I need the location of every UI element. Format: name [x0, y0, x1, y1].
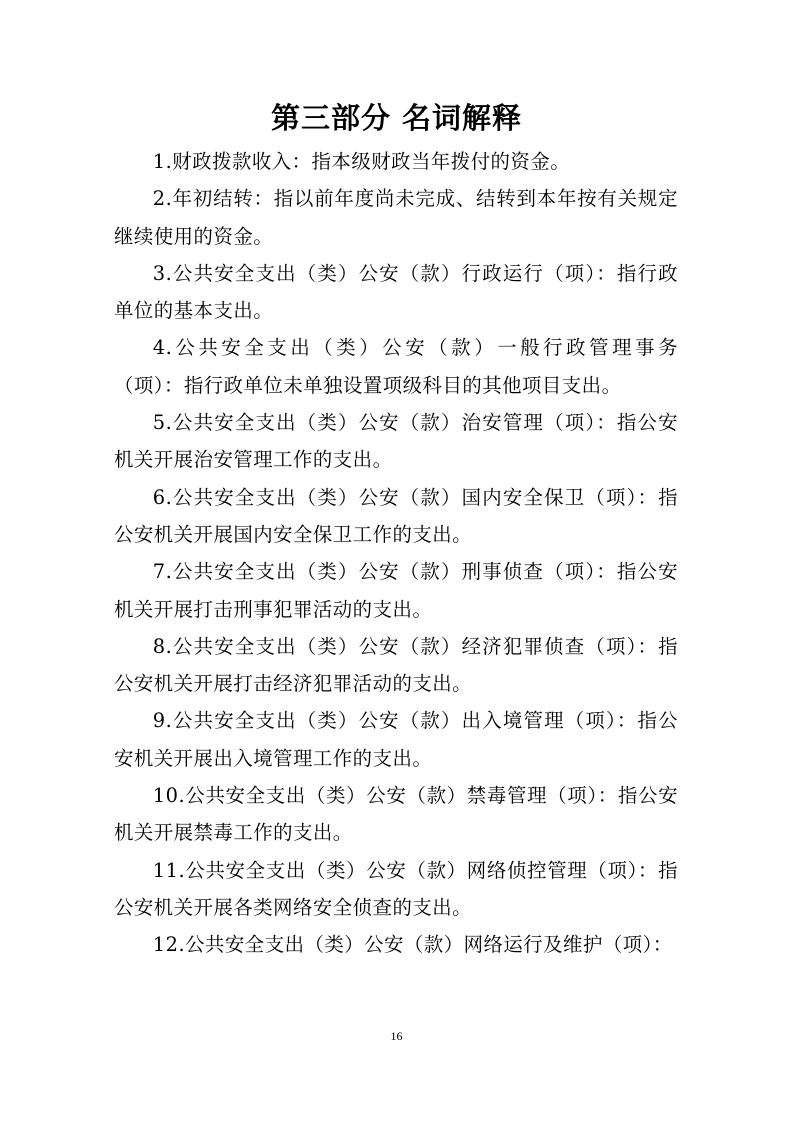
page-number: 16: [390, 1029, 403, 1043]
definition-paragraph-4: 4.公共安全支出（类）公安（款）一般行政管理事务（项）：指行政单位未单独设置项级科目的其他项目支出。: [114, 336, 678, 397]
section-title: 第三部分 名词解释: [270, 101, 523, 135]
definition-paragraph-9: 9.公共安全支出（类）公安（款）出入境管理（项）：指公安机关开展出入境管理工作的支出。: [114, 709, 678, 770]
definition-paragraph-10: 10.公共安全支出（类）公安（款）禁毒管理（项）：指公安机关开展禁毒工作的支出。: [114, 784, 678, 845]
definition-paragraph-1: 1.财政拨款收入：指本级财政当年拨付的资金。: [152, 150, 571, 173]
definition-paragraph-7: 7.公共安全支出（类）公安（款）刑事侦查（项）：指公安机关开展打击刑事犯罪活动的支出。: [114, 560, 678, 621]
definition-paragraph-6: 6.公共安全支出（类）公安（款）国内安全保卫（项）：指公安机关开展国内安全保卫工作的支出。: [114, 485, 678, 546]
definition-paragraph-3: 3.公共安全支出（类）公安（款）行政运行（项）：指行政单位的基本支出。: [114, 261, 678, 323]
definitions-list: [114, 143, 678, 964]
definition-paragraph-12: 12.公共安全支出（类）公安（款）网络运行及维护（项）：: [152, 933, 673, 957]
definition-paragraph-11: 11.公共安全支出（类）公安（款）网络侦控管理（项）：指公安机关开展各类网络安全侦查的支出。: [114, 858, 678, 919]
definition-paragraph-5: 5.公共安全支出（类）公安（款）治安管理（项）：指公安机关开展治安管理工作的支出。: [114, 411, 678, 472]
definition-paragraph-8: 8.公共安全支出（类）公安（款）经济犯罪侦查（项）：指公安机关开展打击经济犯罪活动的支出。: [114, 634, 678, 696]
definition-paragraph-2: 2.年初结转：指以前年度尚未完成、结转到本年按有关规定继续使用的资金。: [114, 187, 678, 248]
